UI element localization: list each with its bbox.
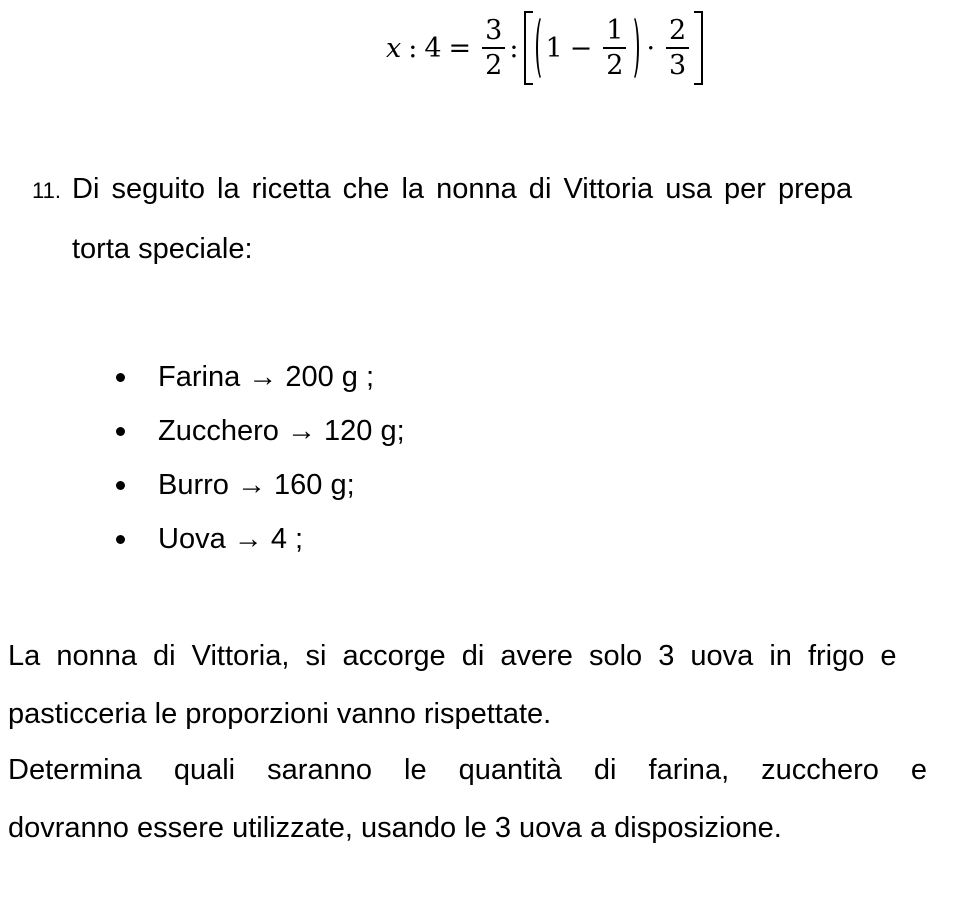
math-equation xyxy=(386,8,703,88)
equation-minus: − xyxy=(569,32,593,64)
fraction-three-halves xyxy=(482,17,505,79)
equation-colon: : xyxy=(408,32,418,64)
ingredient-butter: Burro → 160 g; xyxy=(158,469,355,501)
paragraph-line: pasticceria le proporzioni vanno rispettate. xyxy=(8,698,552,730)
bullet-icon xyxy=(116,427,125,436)
equation-variable: x xyxy=(386,32,402,64)
ingredient-list xyxy=(110,350,405,566)
problem-line-1 xyxy=(32,160,965,220)
equation-equals: = xyxy=(448,32,472,64)
paragraph-task xyxy=(8,741,965,857)
problem-text-line-1: Di seguito la ricetta che la nonna di Vittoria usa per prepa xyxy=(72,173,853,205)
paragraph-eggs-note xyxy=(8,627,965,743)
ingredient-sugar: Zucchero → 120 g; xyxy=(158,415,405,447)
paragraph-line: dovranno essere utilizzate, usando le 3 uova a disposizione. xyxy=(8,812,782,844)
equation-dot: · xyxy=(646,32,656,64)
problem-11 xyxy=(32,160,965,278)
paragraph-line: Determina quali saranno le quantità di farina, zucchero e xyxy=(8,754,928,786)
equation-four: 4 xyxy=(424,32,442,64)
bullet-icon xyxy=(116,535,125,544)
fraction-denominator: 2 xyxy=(482,47,505,79)
fraction-denominator: 3 xyxy=(666,47,689,79)
paragraph-line: La nonna di Vittoria, si accorge di avere solo 3 uova in frigo e xyxy=(8,640,897,672)
fraction-one-half xyxy=(603,17,626,79)
fraction-numerator: 2 xyxy=(669,15,687,46)
parenthesis-group xyxy=(536,17,639,79)
bullet-icon xyxy=(116,481,125,490)
ingredient-eggs: Uova → 4 ; xyxy=(158,523,304,555)
list-item xyxy=(110,458,405,512)
list-item xyxy=(110,350,405,404)
problem-text-line-2: torta speciale: xyxy=(72,233,253,265)
bullet-icon xyxy=(116,373,125,382)
fraction-two-thirds xyxy=(666,17,689,79)
problem-number: 11. xyxy=(32,178,61,203)
list-item xyxy=(110,404,405,458)
square-bracket-group xyxy=(524,17,703,79)
equation-colon-2: : xyxy=(509,32,519,64)
equation-one: 1 xyxy=(545,32,563,64)
fraction-numerator: 1 xyxy=(606,15,624,46)
fraction-numerator: 3 xyxy=(485,15,503,46)
fraction-denominator: 2 xyxy=(603,47,626,79)
ingredient-flour: Farina → 200 g ; xyxy=(158,361,374,393)
list-item xyxy=(110,512,405,566)
